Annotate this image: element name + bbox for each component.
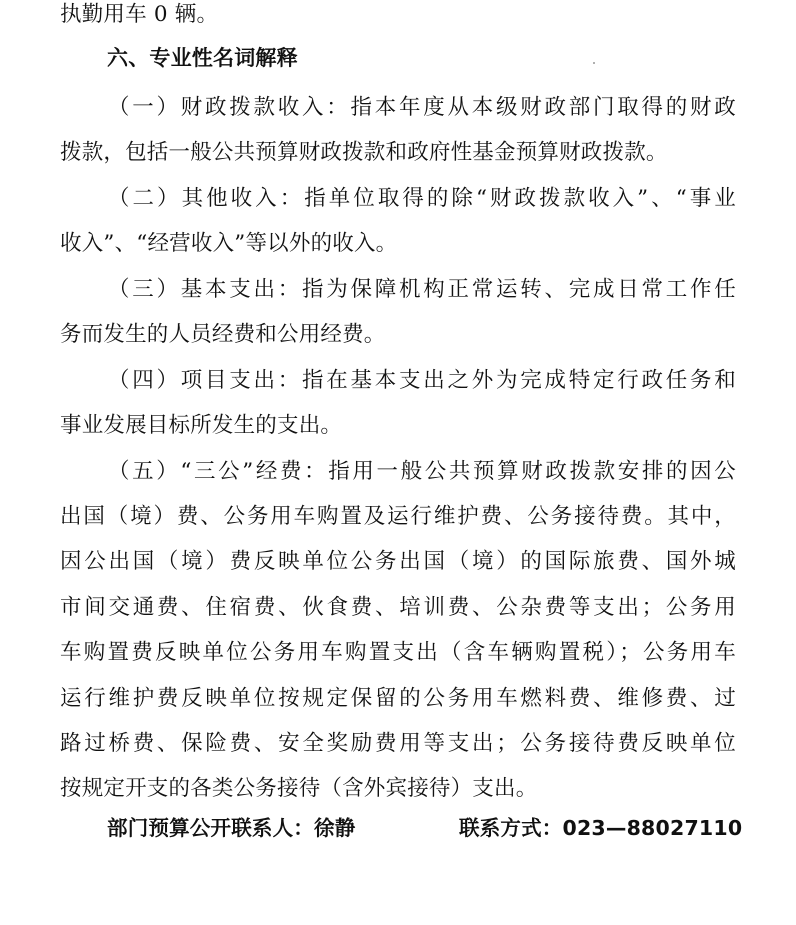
term-5-line-1: （五）“三公”经费：指用一般公共预算财政拨款安排的因公 [108, 459, 736, 484]
term-5-line-4: 市间交通费、住宿费、伙食费、培训费、公杂费等支出；公务用 [60, 595, 736, 620]
term-1-line-1: （一）财政拨款收入：指本年度从本级财政部门取得的财政 [108, 95, 736, 120]
term-1-line-2: 拨款，包括一般公共预算财政拨款和政府性基金预算财政拨款。 [60, 140, 668, 165]
term-5-line-7: 路过桥费、保险费、安全奖励费用等支出；公务接待费反映单位 [60, 731, 736, 756]
scan-speck [593, 62, 595, 64]
section-heading: 六、专业性名词解释 [107, 46, 298, 70]
vehicle-count-line: 执勤用车 0 辆。 [60, 2, 219, 27]
contact-phone: 联系方式：023—88027110 [459, 816, 743, 840]
term-5-line-3: 因公出国（境）费反映单位公务出国（境）的国际旅费、国外城 [60, 549, 736, 574]
term-2-line-2: 收入”、“经营收入”等以外的收入。 [60, 231, 398, 256]
term-5-line-2: 出国（境）费、公务用车购置及运行维护费、公务接待费。其中， [60, 504, 736, 529]
contact-person: 部门预算公开联系人：徐静 [107, 816, 356, 840]
term-4-line-2: 事业发展目标所发生的支出。 [60, 413, 343, 438]
term-4-line-1: （四）项目支出：指在基本支出之外为完成特定行政任务和 [108, 368, 736, 393]
term-5-line-5: 车购置费反映单位公务用车购置支出（含车辆购置税）；公务用车 [60, 640, 736, 665]
term-2-line-1: （二）其他收入：指单位取得的除“财政拨款收入”、“事业 [108, 186, 736, 211]
term-5-line-6: 运行维护费反映单位按规定保留的公务用车燃料费、维修费、过 [60, 686, 736, 711]
term-3-line-2: 务而发生的人员经费和公用经费。 [60, 322, 386, 347]
term-3-line-1: （三）基本支出：指为保障机构正常运转、完成日常工作任 [108, 277, 736, 302]
term-5-line-8: 按规定开支的各类公务接待（含外宾接待）支出。 [60, 776, 538, 801]
